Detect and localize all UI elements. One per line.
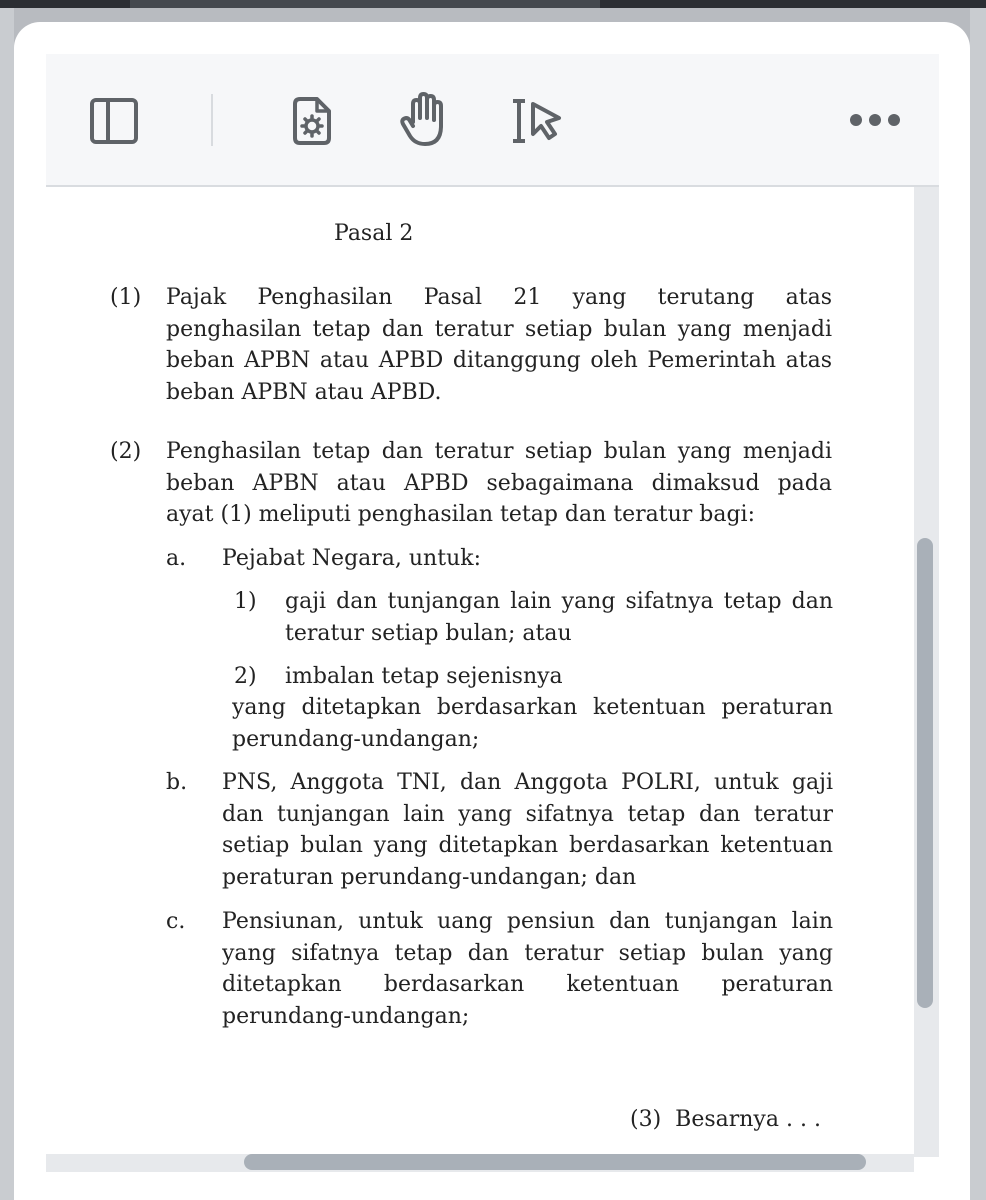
- sidebar-toggle-icon[interactable]: [90, 98, 138, 144]
- text-line: teratur setiap bulan; atau: [285, 620, 572, 646]
- tab-strip-segment: [130, 0, 600, 8]
- text-line: ditetapkan berdasarkan ketentuan peraturan: [222, 972, 833, 997]
- list-item-text: Pejabat Negara, untuk:: [222, 546, 481, 571]
- text-line: setiap bulan yang ditetapkan berdasarkan ketentuan: [222, 833, 833, 858]
- document-settings-icon[interactable]: [291, 96, 333, 146]
- sub-item-number: 2): [234, 664, 257, 689]
- text-line: beban APBN atau APBD ditanggung oleh Pemerintah atas: [166, 348, 832, 373]
- item-a-tail-text: [232, 692, 833, 755]
- item-b-text: [222, 767, 833, 893]
- document-page: [46, 187, 914, 1157]
- list-item-label: b.: [166, 770, 188, 795]
- horizontal-scrollbar-thumb[interactable]: [244, 1154, 866, 1170]
- text-line: perundang-undangan;: [222, 1003, 470, 1029]
- text-line: yang sifatnya tetap dan teratur setiap bulan yang: [222, 940, 833, 966]
- text-line: Pensiunan, untuk uang pensiun dan tunjangan lain: [222, 909, 833, 934]
- text-line: dan tunjangan lain yang sifatnya tetap dan teratur: [222, 801, 833, 827]
- background-right: [970, 8, 986, 1200]
- background-left: [0, 8, 14, 1200]
- sub-item-2-text: imbalan tetap sejenisnya: [285, 664, 563, 689]
- article-heading: Pasal 2: [334, 221, 414, 246]
- list-item-label: c.: [166, 909, 186, 934]
- toolbar-divider: [211, 94, 213, 146]
- text-line: beban APBN atau APBD sebagaimana dimaksud pada: [166, 470, 832, 496]
- top-status-strip: [0, 0, 986, 8]
- pdf-viewer: [46, 54, 939, 1172]
- text-line: gaji dan tunjangan lain yang sifatnya tetap dan: [285, 589, 833, 614]
- text-line: peraturan perundang-undangan; dan: [222, 864, 637, 890]
- text-line: Penghasilan tetap dan teratur setiap bulan yang menjadi: [166, 439, 832, 464]
- text-line: penghasilan tetap dan teratur setiap bulan yang menjadi: [166, 316, 832, 342]
- text-line: yang ditetapkan berdasarkan ketentuan peraturan: [232, 695, 833, 720]
- page-catchword: (3) Besarnya . . .: [630, 1107, 821, 1132]
- hand-pan-icon[interactable]: [399, 92, 451, 148]
- sub-item-1-text: [285, 586, 833, 649]
- more-options-icon[interactable]: [848, 112, 902, 128]
- paragraph-number: (2): [110, 439, 142, 464]
- paragraph-2-text: [166, 436, 832, 531]
- viewer-toolbar: [46, 54, 939, 187]
- list-item-label: a.: [166, 546, 187, 571]
- vertical-scrollbar-thumb[interactable]: [917, 538, 933, 1008]
- paragraph-1-text: [166, 282, 832, 408]
- text-select-cursor-icon[interactable]: [511, 98, 563, 144]
- text-line: perundang-undangan;: [232, 726, 480, 752]
- item-c-text: [222, 906, 833, 1032]
- paragraph-number: (1): [110, 285, 142, 310]
- sub-item-number: 1): [234, 589, 257, 614]
- text-line: beban APBN atau APBD.: [166, 379, 442, 405]
- text-line: PNS, Anggota TNI, dan Anggota POLRI, untuk gaji: [222, 770, 833, 795]
- text-line: Pajak Penghasilan Pasal 21 yang terutang atas: [166, 285, 832, 310]
- text-line: ayat (1) meliputi penghasilan tetap dan teratur bagi:: [166, 502, 756, 527]
